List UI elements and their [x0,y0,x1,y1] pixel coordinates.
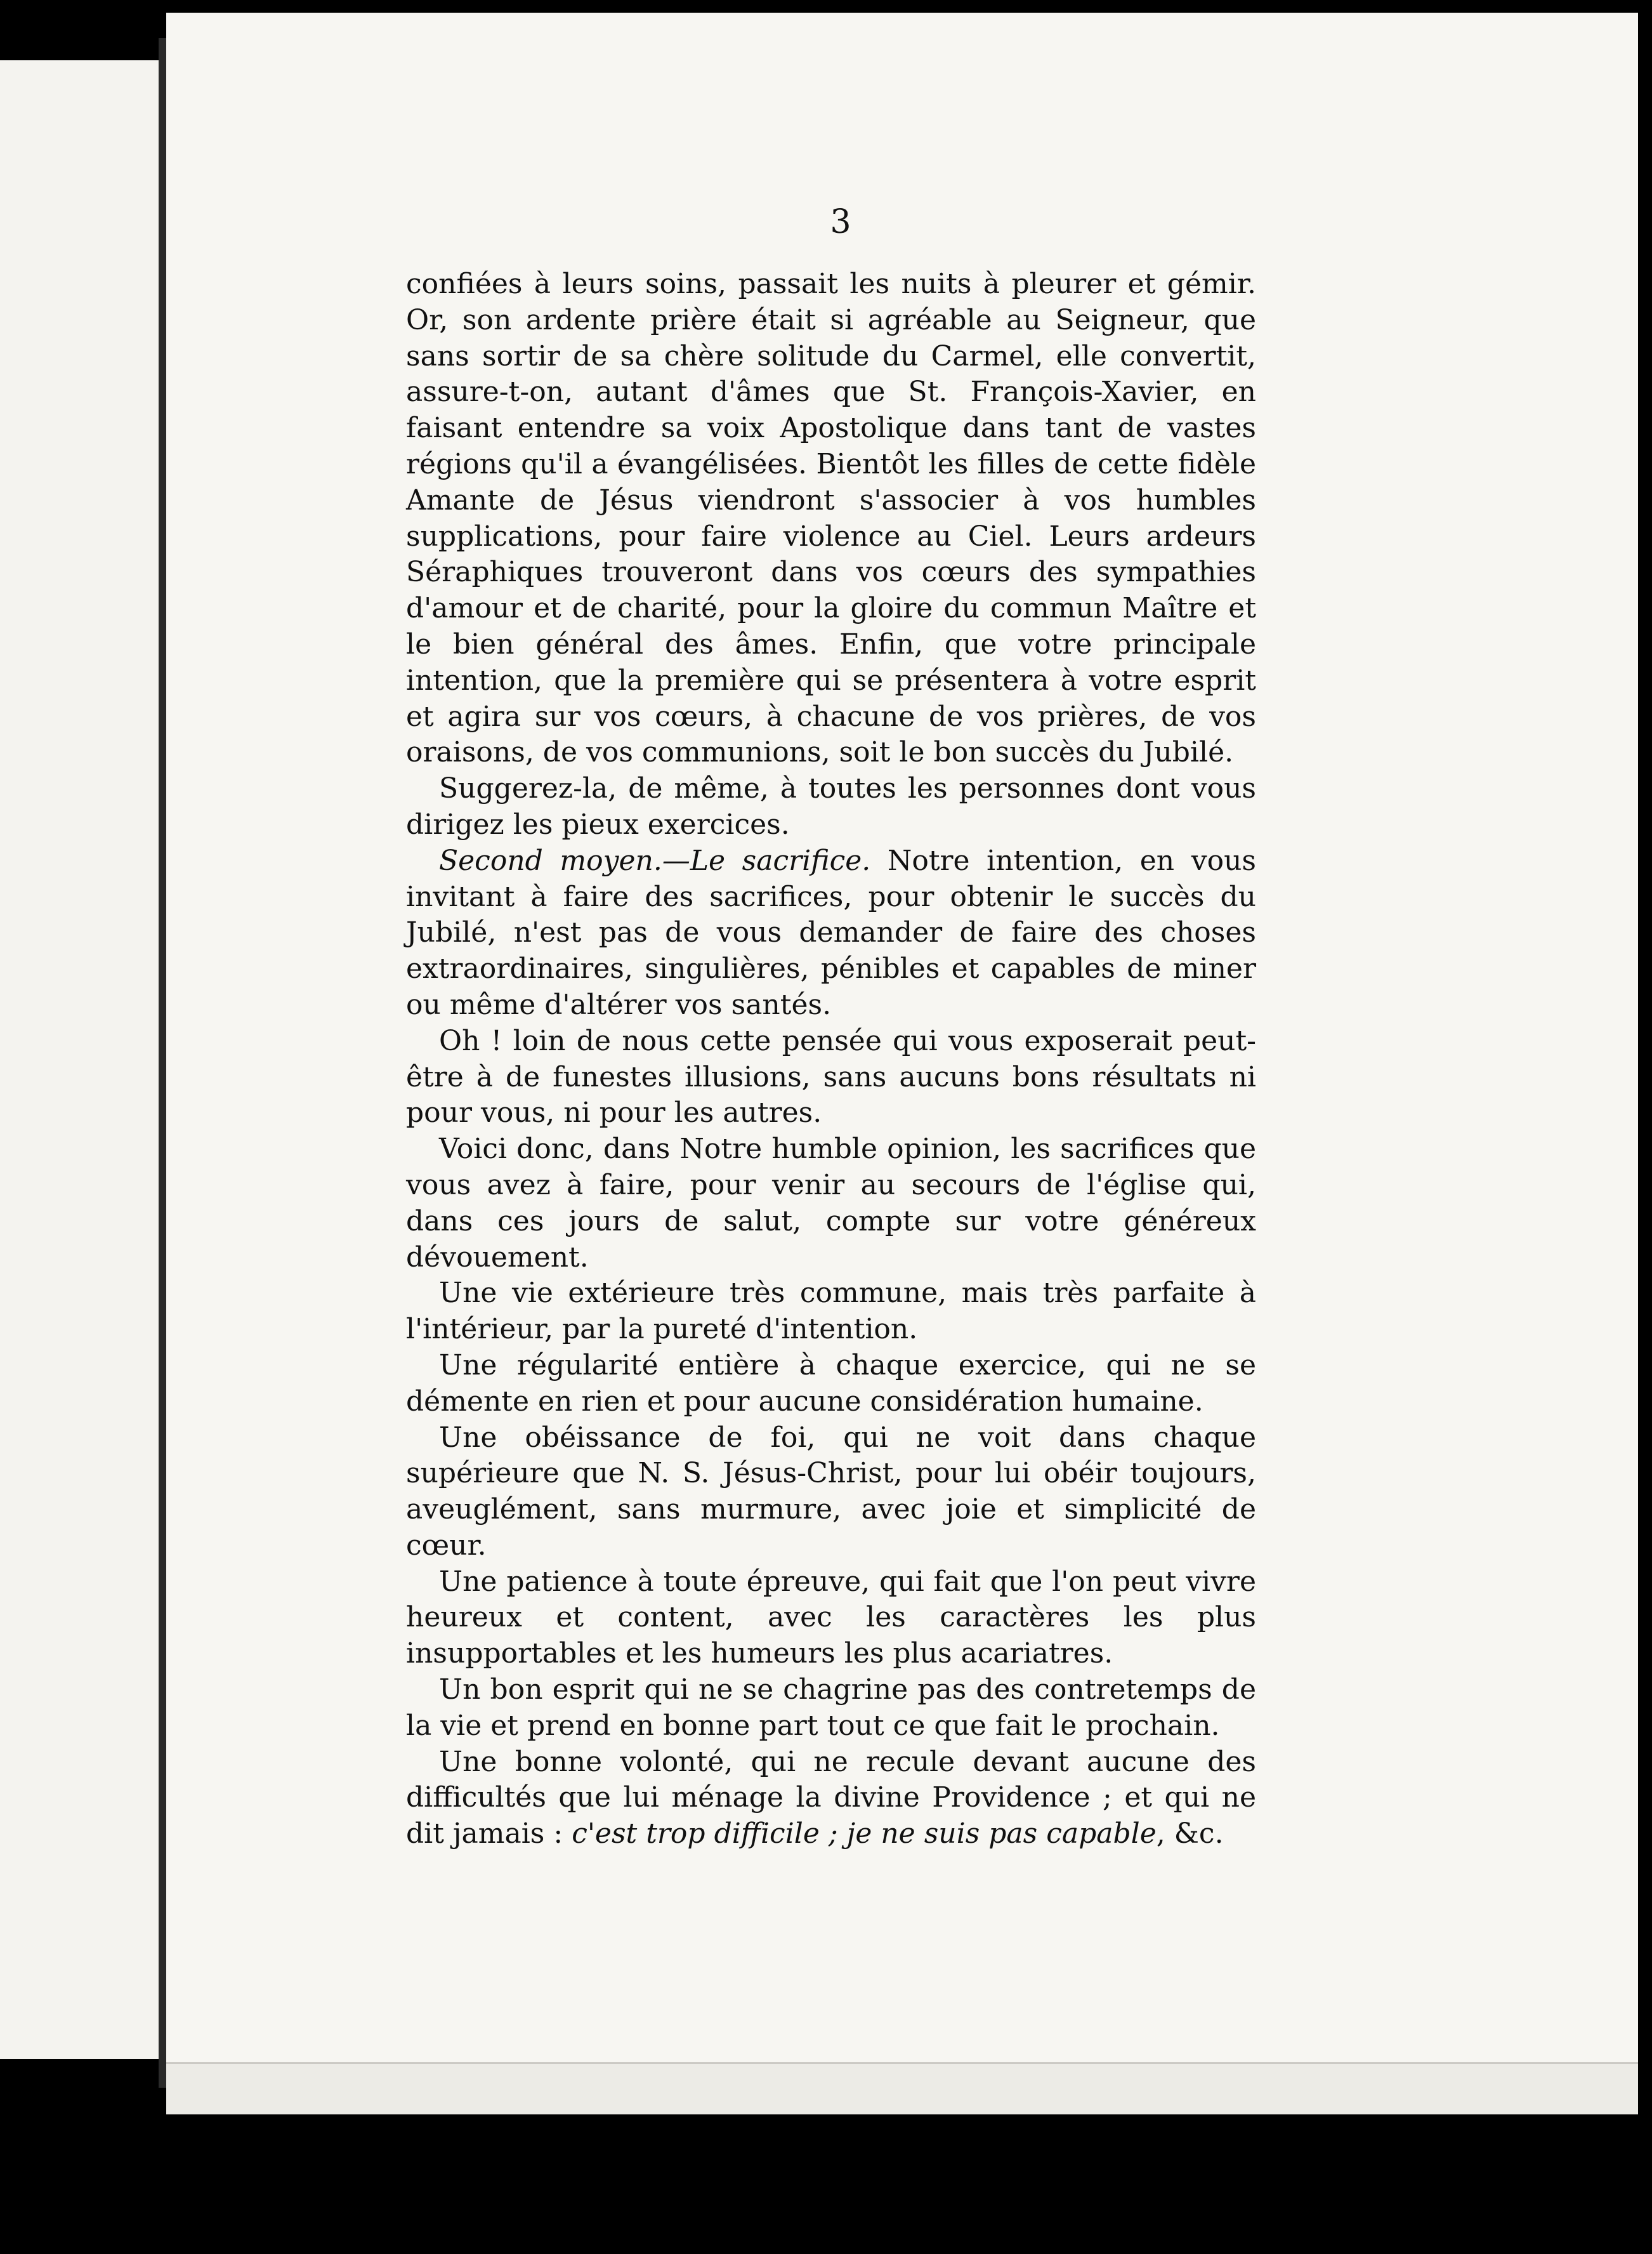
paragraph-11 [406,1744,1256,1852]
quoted-phrase-italic: c'est trop difficile ; je ne suis pas capable [572,1817,1157,1850]
section-heading-italic: Second moyen.—Le sacrifice. [439,844,871,877]
paragraph-text: Notre intention, en vous invitant à faire des sacrifices, pour obtenir le succès du Jubilé, n'est pas de vous demander de faire des choses extraordinaires, singulières, pénibles et capables de miner ou même d'altérer vos santés. [406,844,1256,1021]
body-text [406,267,1256,1852]
paragraph-2 [406,771,1256,843]
paragraph-text: , &c. [1156,1817,1224,1850]
paragraph-10 [406,1672,1256,1744]
page-content [406,203,1256,1852]
page-bottom-edge [166,2062,1638,2114]
paragraph-8 [406,1420,1256,1564]
paragraph-9 [406,1564,1256,1672]
paragraph-text: Un bon esprit qui ne se chagrine pas des contretemps de la vie et prend en bonne part tout ce que fait le prochain. [406,1673,1256,1742]
page-number: 3 [830,203,851,241]
book-gutter [159,38,166,2088]
paragraph-1 [406,267,1256,771]
paragraph-text: Suggerez-la, de même, à toutes les personnes dont vous dirigez les pieux exercices. [406,772,1256,841]
paragraph-4 [406,1024,1256,1131]
paragraph-7 [406,1348,1256,1420]
paragraph-6 [406,1275,1256,1348]
paragraph-text: Voici donc, dans Notre humble opinion, les sacrifices que vous avez à faire, pour venir au secours de l'église qui, dans ces jours de salut, compte sur votre généreux dévouement. [406,1133,1256,1274]
paragraph-text: Une patience à toute épreuve, qui fait que l'on peut vivre heureux et content, avec les caractères les plus insupportables et les humeurs les plus acariatres. [406,1565,1256,1670]
facing-page-edge [0,60,159,2059]
paragraph-text: Une bonne volonté, qui ne recule devant aucune des difficultés que lui ménage la divine Providence ; et qui ne dit jamais : [406,1745,1256,1850]
paragraph-text: Une obéissance de foi, qui ne voit dans chaque supérieure que N. S. Jésus-Christ, pour lui obéir toujours, aveuglément, sans murmure, avec joie et simplicité de cœur. [406,1421,1256,1562]
paragraph-text: confiées à leurs soins, passait les nuits à pleurer et gémir. Or, son ardente prière était si agréable au Seigneur, que sans sortir de sa chère solitude du Carmel, elle convertit, assure-t-on, autant d'âmes que St. François-Xavier, en faisant entendre sa voix Apostolique dans tant de vastes régions qu'il a évangélisées. Bientôt les filles de cette fidèle Amante de Jésus viendront s'associer à vos humbles supplications, pour faire violence au Ciel. Leurs ardeurs Séraphiques trouveront dans vos cœurs des sympathies d'amour et de charité, pour la gloire du commun Maître et le bien général des âmes. Enfin, que votre principale intention, que la première qui se présentera à votre esprit et agira sur vos cœurs, à chacune de vos prières, de vos oraisons, de vos communions, soit le bon succès du Jubilé. [406,268,1256,769]
paragraph-text: Une vie extérieure très commune, mais très parfaite à l'intérieur, par la pureté d'intention. [406,1277,1256,1346]
paragraph-3 [406,843,1256,1024]
paragraph-text: Une régularité entière à chaque exercice, qui ne se démente en rien et pour aucune considération humaine. [406,1348,1256,1418]
paragraph-5 [406,1131,1256,1275]
paragraph-text: Oh ! loin de nous cette pensée qui vous exposerait peut-être à de funestes illusions, sans aucuns bons résultats ni pour vous, ni pour les autres. [406,1024,1256,1130]
